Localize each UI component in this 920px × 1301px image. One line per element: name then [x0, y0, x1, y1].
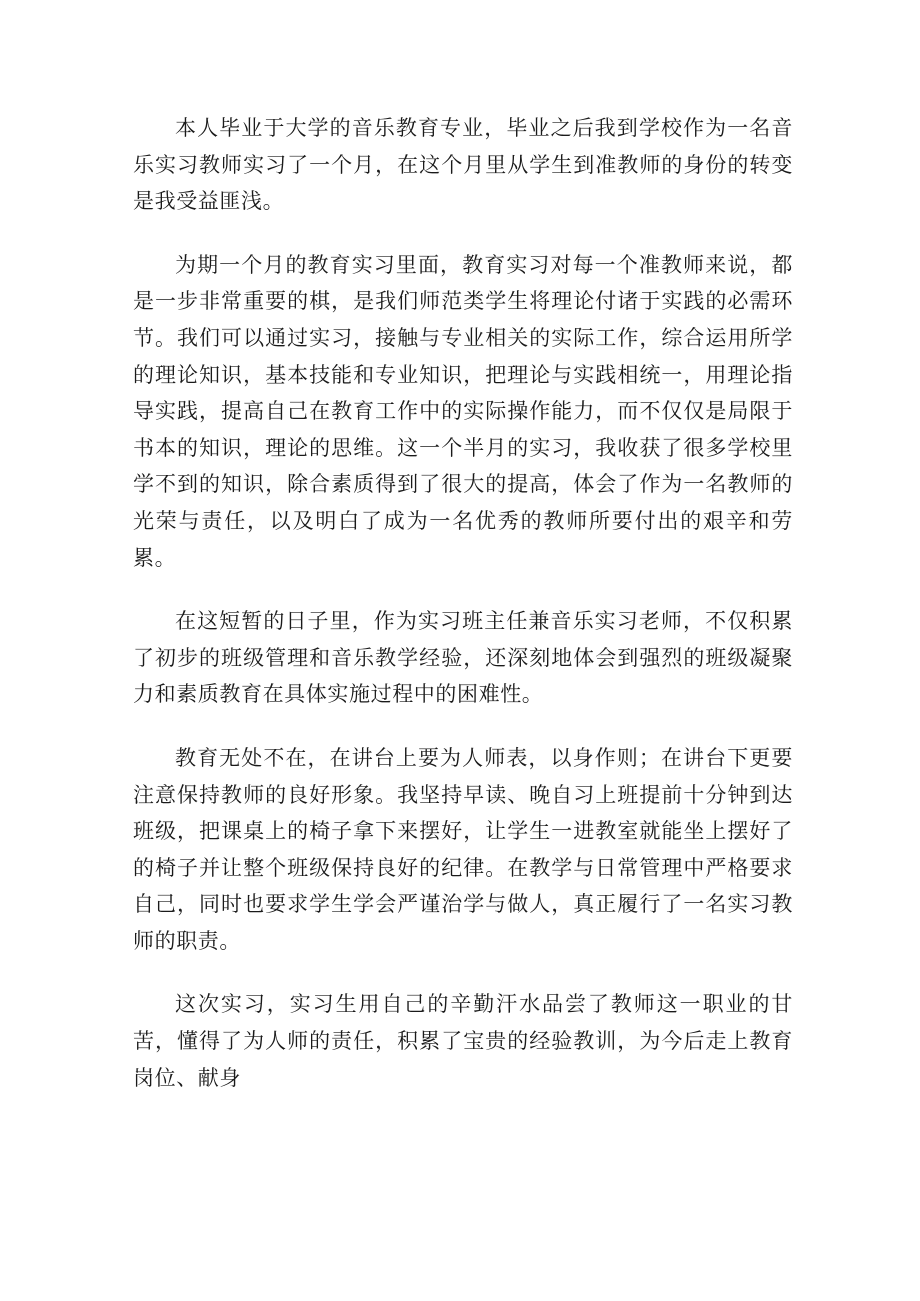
paragraph: 为期一个月的教育实习里面，教育实习对每一个准教师来说，都是一步非常重要的棋，是我们师范类学生将理论付诸于实践的必需环节。我们可以通过实习，接触与专业相关的实际工作，综合运用所学的理论知识，基本技能和专业知识，把理论与实践相统一，用理论指导实践，提高自己在教育工作中的实际操作能力，而不仅仅是局限于书本的知识，理论的思维。这一个半月的实习，我收获了很多学校里学不到的知识，除合素质得到了很大的提高，体会了作为一名教师的光荣与责任，以及明白了成为一名优秀的教师所要付出的艰辛和劳累。	[133, 252, 793, 570]
paragraph: 这次实习，实习生用自己的辛勤汗水品尝了教师这一职业的甘苦，懂得了为人师的责任，积累了宝贵的经验教训，为今后走上教育岗位、献身	[133, 992, 793, 1090]
document-body	[133, 110, 793, 1123]
paragraph: 教育无处不在，在讲台上要为人师表，以身作则；在讲台下更要注意保持教师的良好形象。我坚持早读、晚自习上班提前十分钟到达班级，把课桌上的椅子拿下来摆好，让学生一进教室就能坐上摆好了的椅子并让整个班级保持良好的纪律。在教学与日常管理中严格要求自己，同时也要求学生学会严谨治学与做人，真正履行了一名实习教师的职责。	[133, 745, 793, 953]
paragraph: 在这短暂的日子里，作为实习班主任兼音乐实习老师，不仅积累了初步的班级管理和音乐教学经验，还深刻地体会到强烈的班级凝聚力和素质教育在具体实施过程中的困难性。	[133, 609, 793, 707]
paragraph: 本人毕业于大学的音乐教育专业，毕业之后我到学校作为一名音乐实习教师实习了一个月，在这个月里从学生到准教师的身份的转变是我受益匪浅。	[133, 116, 793, 214]
